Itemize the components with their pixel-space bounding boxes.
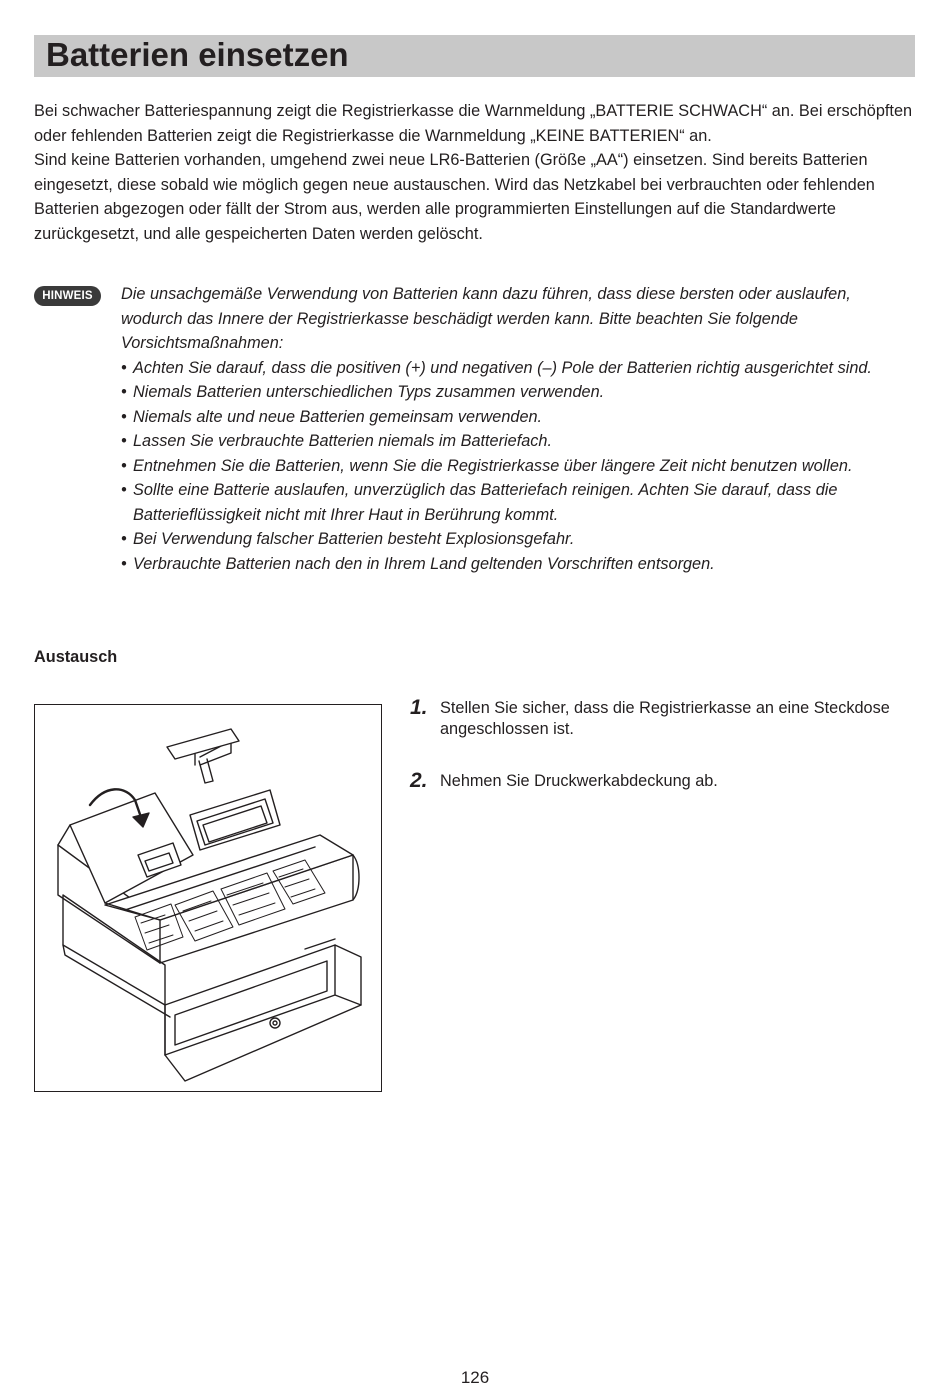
bullet: • <box>121 432 127 450</box>
bullet: • <box>121 407 127 426</box>
cash-register-illustration <box>34 704 382 1092</box>
step-item <box>410 698 910 740</box>
bullet: • <box>121 358 127 377</box>
step-text: Stellen Sie sicher, dass die Registrierkasse an eine Steckdose angeschlossen ist. <box>440 699 890 738</box>
step-number: 2. <box>410 769 428 792</box>
bullet: • <box>121 554 127 573</box>
list-item-text: Entnehmen Sie die Batterien, wenn Sie die Registrierkasse über längere Zeit nicht benutzen wollen. <box>133 456 853 475</box>
list-item-text: Niemals Batterien unterschiedlichen Typs zusammen verwenden. <box>133 383 605 401</box>
step-text: Nehmen Sie Druckwerkabdeckung ab. <box>440 772 718 790</box>
section-heading: Austausch <box>34 648 118 666</box>
list-item <box>121 356 916 381</box>
list-item <box>121 527 916 552</box>
list-item-text: Achten Sie darauf, dass die positiven (+) und negativen (–) Pole der Batterien richtig ausgerichtet sind. <box>133 358 872 377</box>
page-number: 126 <box>460 1368 490 1387</box>
intro-paragraph: Bei schwacher Batteriespannung zeigt die Registrierkasse die Warnmeldung „BATTERIE SCHWACH“ an. Bei erschöpften oder fehlenden Batterien zeigt die Registrierkasse die Warnmeldung „KEINE BATTERIEN“ an. <box>34 102 913 145</box>
hinweis-badge: HINWEIS <box>34 286 101 306</box>
note-block <box>121 282 916 576</box>
list-item <box>121 454 916 479</box>
title-bar <box>34 35 915 77</box>
list-item <box>121 405 916 430</box>
list-item <box>121 380 916 405</box>
step-number: 1. <box>410 696 428 719</box>
list-item-text: Niemals alte und neue Batterien gemeinsam verwenden. <box>133 407 543 426</box>
list-item-text: Verbrauchte Batterien nach den in Ihrem Land geltenden Vorschriften entsorgen. <box>133 554 715 573</box>
steps-list <box>410 698 910 792</box>
step-item <box>410 771 910 792</box>
cash-register-drawing <box>35 705 381 1091</box>
list-item <box>121 478 916 527</box>
list-item-text: Bei Verwendung falscher Batterien besteht Explosionsgefahr. <box>133 530 575 548</box>
bullet: • <box>121 481 127 499</box>
bullet: • <box>121 383 127 401</box>
list-item-text: Sollte eine Batterie auslaufen, unverzüglich das Batteriefach reinigen. Achten Sie darauf, dass die Batterieflüssigkeit nicht mit Ihrer Haut in Berührung kommt. <box>133 481 838 524</box>
list-item <box>121 429 916 454</box>
precaution-list <box>121 356 916 577</box>
intro-paragraph: Sind keine Batterien vorhanden, umgehend zwei neue LR6-Batterien (Größe „AA“) einsetzen. Sind bereits Batterien eingesetzt, diese sobald wie möglich gegen neue austauschen. Wird das Netzkabel bei verbrauchten oder fehlenden Batterien abgezogen oder fällt der Strom aus, werden alle programmierten Einstellungen auf die Standardwerte zurückgesetzt, und alle gespeicherten Daten werden gelöscht. <box>34 151 875 243</box>
bullet: • <box>121 530 127 548</box>
page-title: Batterien einsetzen <box>46 36 349 73</box>
bullet: • <box>121 456 127 475</box>
intro-text <box>34 99 919 246</box>
list-item-text: Lassen Sie verbrauchte Batterien niemals im Batteriefach. <box>133 432 553 450</box>
note-lead: Die unsachgemäße Verwendung von Batterien kann dazu führen, dass diese bersten oder auslaufen, wodurch das Innere der Registrierkasse beschädigt werden kann. Bitte beachten Sie folgende Vorsichtsmaßnahmen: <box>121 285 851 352</box>
list-item <box>121 552 916 577</box>
